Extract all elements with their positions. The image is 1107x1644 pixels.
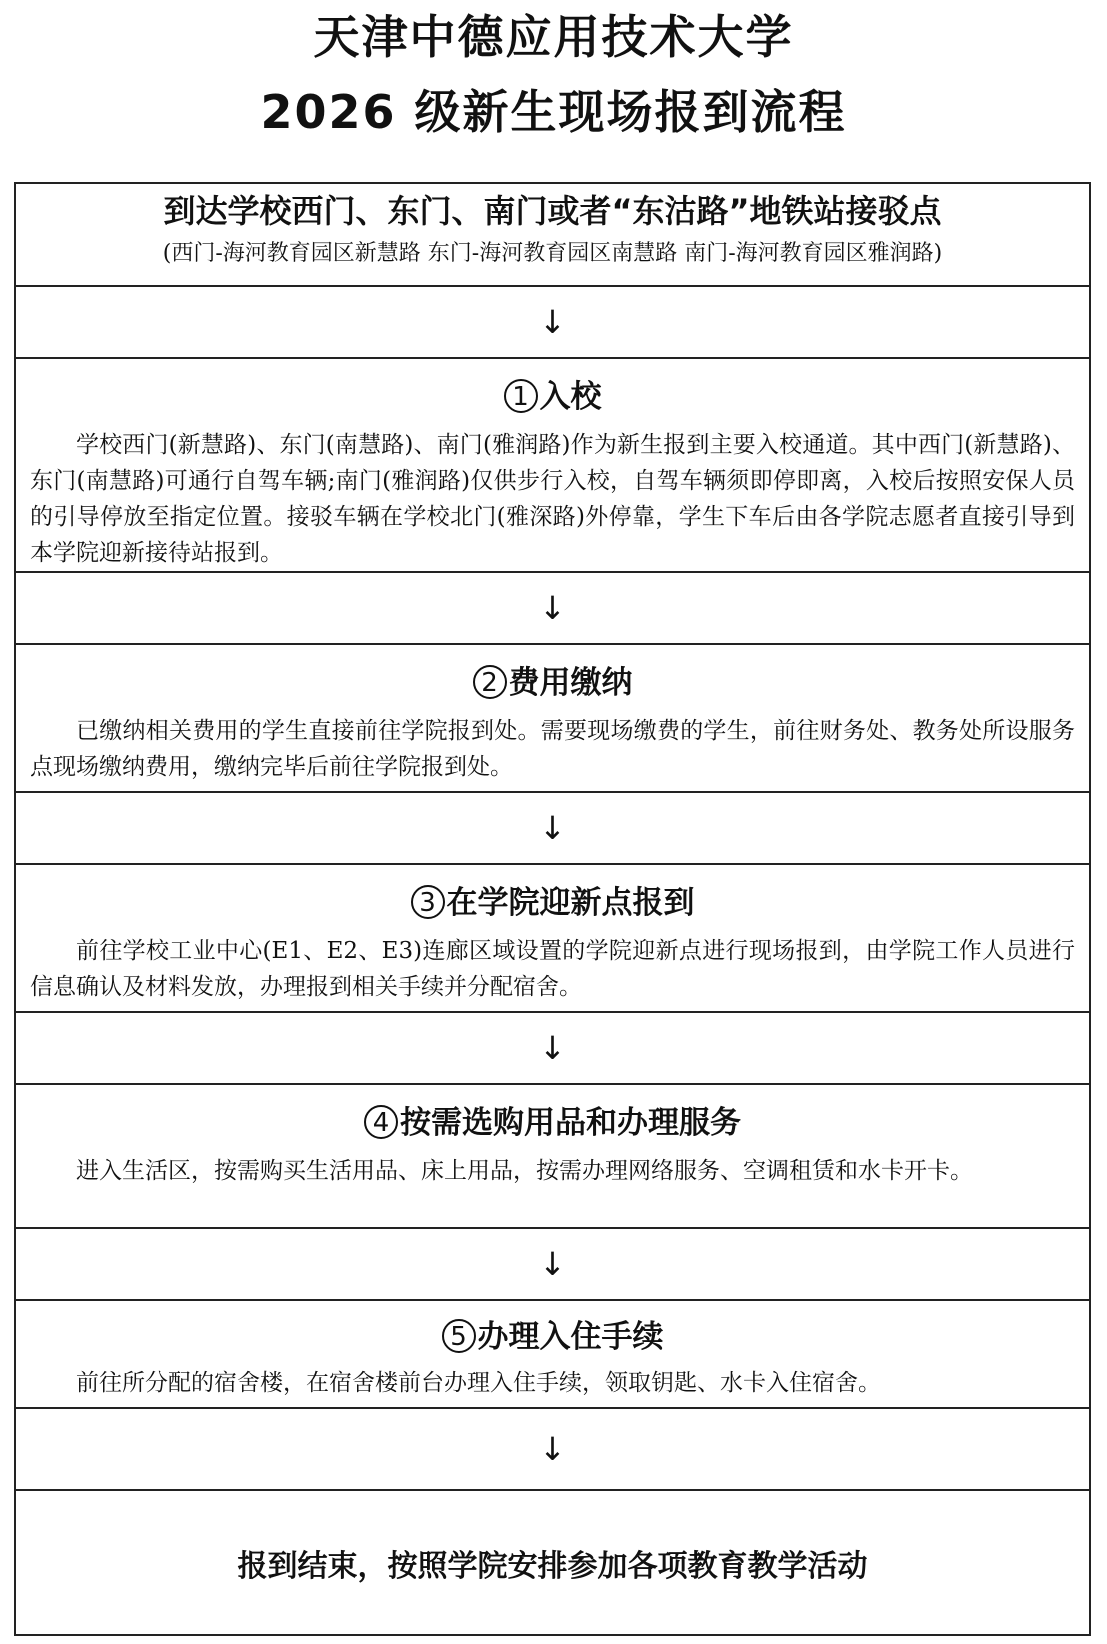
step-row-4 <box>16 1085 1089 1229</box>
flow-arrow-row <box>16 1229 1089 1301</box>
process-flow-table <box>14 182 1091 1636</box>
step-body-3: 前往学校工业中心(E1、E2、E3)连廊区域设置的学院迎新点进行现场报到，由学院工作人员进行信息确认及材料发放，办理报到相关手续并分配宿舍。 <box>30 938 1075 1000</box>
down-arrow-icon: ↓ <box>539 1029 566 1067</box>
step-title-2 <box>16 663 1089 703</box>
flow-arrow-row <box>16 287 1089 359</box>
down-arrow-icon: ↓ <box>539 303 566 341</box>
final-row <box>16 1491 1089 1634</box>
down-arrow-icon: ↓ <box>539 589 566 627</box>
step-title-5 <box>16 1317 1089 1357</box>
step-row-2 <box>16 645 1089 793</box>
down-arrow-icon: ↓ <box>539 809 566 847</box>
step-title-text: 入校 <box>539 379 602 415</box>
step-body-2: 已缴纳相关费用的学生直接前往学院报到处。需要现场缴费的学生，前往财务处、教务处所设服务点现场缴纳费用，缴纳完毕后前往学院报到处。 <box>30 718 1075 780</box>
step-number-badge: 2 <box>473 665 507 699</box>
step-number-badge: 4 <box>364 1105 398 1139</box>
step-title-text: 在学院迎新点报到 <box>446 885 695 921</box>
step-row-3 <box>16 865 1089 1013</box>
step-number-badge: 1 <box>504 379 538 413</box>
step-body-4: 进入生活区，按需购买生活用品、床上用品，按需办理网络服务、空调租赁和水卡开卡。 <box>76 1158 973 1184</box>
flow-arrow-row <box>16 793 1089 865</box>
step-title-3 <box>16 883 1089 923</box>
final-text: 报到结束，按照学院安排参加各项教育教学活动 <box>237 1548 868 1584</box>
step-number-badge: 3 <box>411 885 445 919</box>
step-row-5 <box>16 1301 1089 1409</box>
step-body-5: 前往所分配的宿舍楼，在宿舍楼前台办理入住手续，领取钥匙、水卡入住宿舍。 <box>76 1370 881 1396</box>
flow-arrow-row <box>16 573 1089 645</box>
down-arrow-icon: ↓ <box>539 1430 566 1468</box>
step-title-text: 按需选购用品和办理服务 <box>400 1105 741 1141</box>
document-title: 天津中德应用技术大学 <box>313 10 794 64</box>
arrival-heading: 到达学校西门、东门、南门或者“东沽路”地铁站接驳点 <box>163 192 942 230</box>
document-subtitle: 2026 级新生现场报到流程 <box>260 85 847 139</box>
down-arrow-icon: ↓ <box>539 1245 566 1283</box>
step-row-1 <box>16 359 1089 573</box>
step-title-text: 办理入住手续 <box>477 1319 664 1355</box>
flow-arrow-row <box>16 1409 1089 1491</box>
step-title-1 <box>16 377 1089 417</box>
arrival-row <box>16 184 1089 287</box>
step-body-1: 学校西门(新慧路)、东门(南慧路)、南门(雅润路)作为新生报到主要入校通道。其中西门(新慧路)、东门(南慧路)可通行自驾车辆;南门(雅润路)仅供步行入校，自驾车辆须即停即离，入校后按照安保人员的引导停放至指定位置。接驳车辆在学校北门(雅深路)外停靠，学生下车后由各学院志愿者直接引导到本学院迎新接待站报到。 <box>30 432 1075 566</box>
flow-arrow-row <box>16 1013 1089 1085</box>
step-title-text: 费用缴纳 <box>508 665 633 701</box>
step-number-badge: 5 <box>442 1319 476 1353</box>
step-title-4 <box>16 1103 1089 1143</box>
arrival-subtext: (西门-海河教育园区新慧路 东门-海河教育园区南慧路 南门-海河教育园区雅润路) <box>162 241 943 266</box>
